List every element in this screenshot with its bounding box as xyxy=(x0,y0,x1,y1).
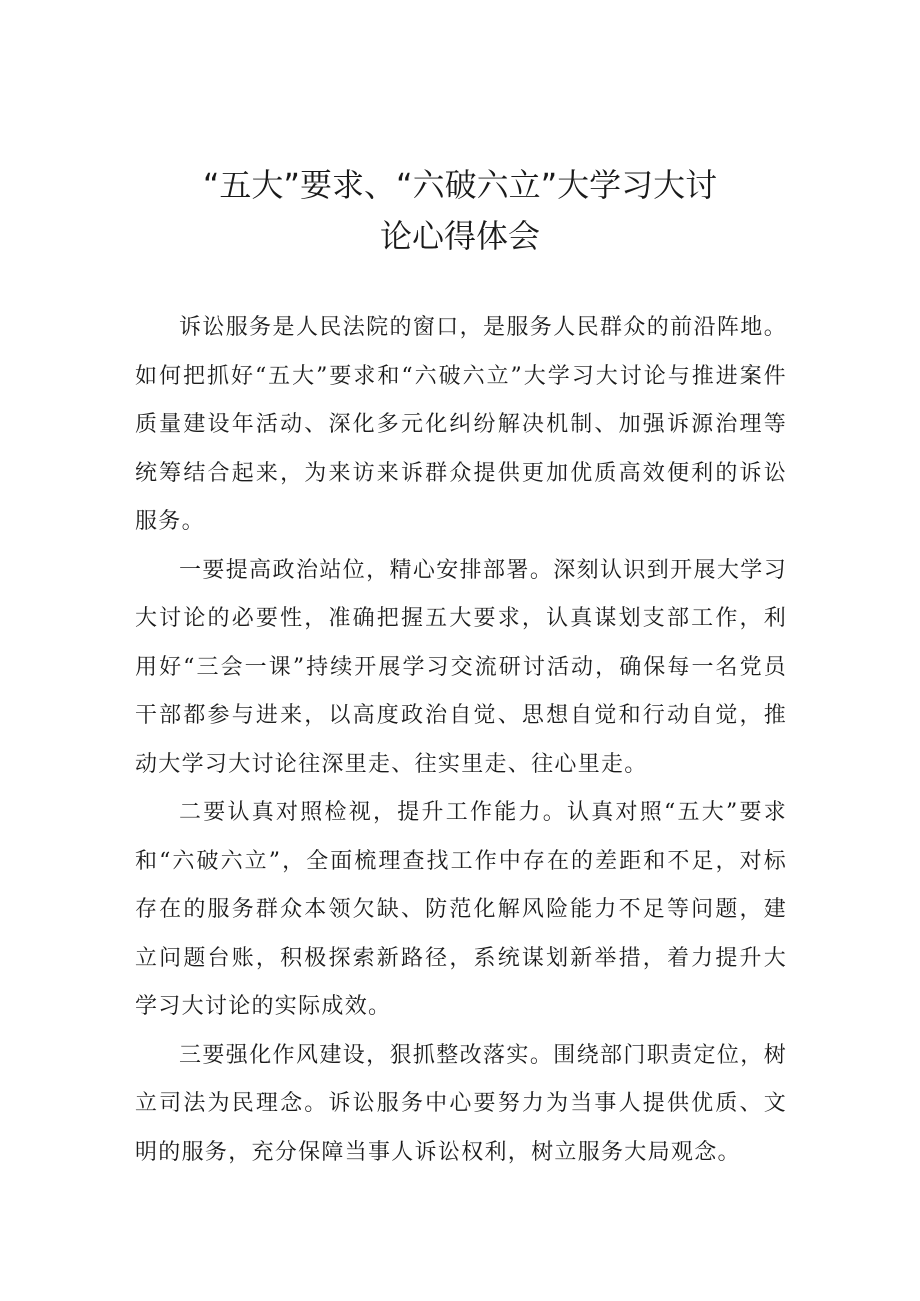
paragraph-point-3: 三要强化作风建设，狠抓整改落实。围绕部门职责定位，树立司法为民理念。诉讼服务中心要努力为当事人提供优质、文明的服务，充分保障当事人诉讼权利，树立服务大局观念。 xyxy=(135,1042,787,1165)
document-title-line-2: 论心得体会 xyxy=(379,217,540,255)
paragraph-intro: 诉讼服务是人民法院的窗口，是服务人民群众的前沿阵地。如何把抓好“五大”要求和“六破六立”大学习大讨论与推进案件质量建设年活动、深化多元化纠纷解决机制、加强诉源治理等统筹结合起来，为来访来诉群众提供更加优质高效便利的诉讼服务。 xyxy=(135,315,787,534)
document-body xyxy=(135,304,787,1177)
document-title-line-1: “五大”要求、“六破六立”大学习大讨 xyxy=(202,166,718,204)
paragraph-point-2: 二要认真对照检视，提升工作能力。认真对照“五大”要求和“六破六立”，全面梳理查找工作中存在的差距和不足，对标存在的服务群众本领欠缺、防范化解风险能力不足等问题，建立问题台账，积极探索新路径，系统谋划新举措，着力提升大学习大讨论的实际成效。 xyxy=(135,800,787,1019)
paragraph-point-1: 一要提高政治站位，精心安排部署。深刻认识到开展大学习大讨论的必要性，准确把握五大要求，认真谋划支部工作，利用好“三会一课”持续开展学习交流研讨活动，确保每一名党员干部都参与进来，以高度政治自觉、思想自觉和行动自觉，推动大学习大讨论往深里走、往实里走、往心里走。 xyxy=(135,557,787,777)
